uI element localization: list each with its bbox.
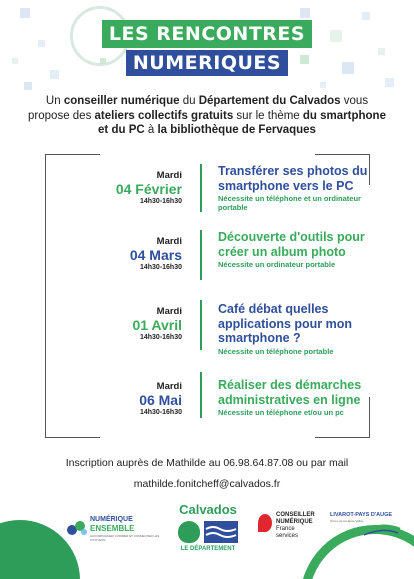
- intro-part: du: [179, 95, 199, 107]
- event-title: Café débat quelles applications pour mon smartphone ?: [218, 302, 353, 345]
- event-title: Découverte d'outils pour créer un album photo: [218, 230, 365, 259]
- event-time: 14h30-16h30: [139, 264, 182, 271]
- decorative-square: [24, 82, 32, 90]
- event-divider: [200, 300, 202, 350]
- logo-text: [276, 526, 298, 540]
- logo-text: ENSEMBLE: [90, 524, 135, 533]
- intro-part: vous propose des: [28, 95, 369, 122]
- event-info: [218, 164, 383, 212]
- intro-part: Un: [45, 95, 64, 107]
- event-date-value: 06 Mai: [139, 392, 182, 408]
- intro-text: [26, 94, 388, 138]
- event-info: [218, 230, 383, 269]
- event-time: 14h30-16h30: [139, 198, 182, 205]
- event-time: 14h30-16h30: [139, 334, 182, 341]
- event-divider: [200, 164, 202, 212]
- event-day: Mardi: [156, 381, 182, 392]
- event-date-value: 04 Mars: [129, 247, 182, 263]
- intro-part: sur le thème: [233, 109, 303, 122]
- event-date: [70, 306, 182, 341]
- logo-text: Terres de la Haute Vallée: [330, 519, 364, 523]
- logo-text-line: CONSEILLER: [276, 512, 315, 518]
- logo-text: [276, 512, 315, 526]
- frame-gap: [100, 152, 315, 156]
- numerique-ensemble-logo: [66, 514, 166, 544]
- logo-text: LE DÉPARTEMENT: [180, 546, 236, 552]
- event-day: Mardi: [156, 236, 182, 247]
- contact-email[interactable]: mathilde.fonitcheff@calvados.fr: [133, 478, 281, 490]
- intro-bold: la bibliothèque de Fervaques: [157, 124, 316, 136]
- logo-text: ACCOMPAGNER, FORMER ET CONNECTER LES CITOYENS: [90, 534, 160, 542]
- apple-icon: [178, 521, 200, 543]
- logo-text-line: France: [276, 526, 295, 532]
- event-time: 14h30-16h30: [139, 409, 182, 416]
- logo-text: NUMÉRIQUE: [90, 516, 133, 523]
- event-day: Mardi: [156, 306, 182, 317]
- event-requirement: Nécessite un ordinateur portable: [218, 260, 336, 269]
- event-divider: [200, 230, 202, 280]
- intro-bold: ateliers collectifs gratuits: [94, 109, 234, 122]
- intro-part: à: [144, 124, 158, 136]
- conseiller-numerique-logo: [258, 512, 328, 546]
- decorative-square: [362, 12, 370, 20]
- page-title: [0, 20, 414, 76]
- frame-gap: [100, 435, 315, 439]
- event-title: Transférer ses photos du smartphone vers le PC: [218, 164, 368, 193]
- event-date: [70, 170, 182, 205]
- title-line-2: NUMERIQUES: [126, 50, 288, 76]
- logo-text: Calvados: [179, 502, 237, 517]
- decorative-square: [320, 82, 326, 88]
- event-title: Réaliser des démarches administratives en ligne: [218, 378, 362, 407]
- event-date: [70, 381, 182, 416]
- logo-text-line: services: [276, 533, 299, 539]
- partner-logos: [0, 500, 414, 560]
- event-info: [218, 378, 383, 417]
- wave-icon: [204, 521, 238, 543]
- event-date-value: 04 Février: [115, 181, 182, 197]
- event-date-value: 01 Avril: [132, 317, 182, 333]
- event-info: [218, 302, 383, 356]
- intro-bold: du smartphone et du PC: [98, 109, 386, 136]
- title-line-1: LES RENCONTRES: [102, 20, 312, 48]
- event-divider: [200, 372, 202, 418]
- calvados-logo: [170, 502, 246, 578]
- location-pin-icon: [258, 514, 272, 532]
- logo-text-line: NUMÉRIQUE: [276, 519, 313, 525]
- event-requirement: Nécessite un téléphone et un ordinateur portable: [218, 194, 361, 212]
- swoosh-icon: [358, 523, 402, 537]
- event-requirement: Nécessite un téléphone portable: [218, 346, 334, 356]
- event-requirement: Nécessite un téléphone et/ou un pc: [218, 408, 344, 417]
- intro-bold: conseiller numérique: [63, 95, 180, 107]
- frame-gap: [46, 200, 50, 394]
- frame-gap: [366, 185, 371, 397]
- livarot-logo: [330, 512, 402, 546]
- numerique-ensemble-icon: [66, 518, 88, 538]
- logo-text: LIVAROT-PAYS D'AUGE: [330, 512, 393, 518]
- intro-bold: Département du Calvados: [198, 95, 341, 107]
- event-date: [70, 236, 182, 271]
- decorative-square: [20, 8, 30, 18]
- registration-text: Inscription auprès de Mathilde au 06.98.64.87.08 ou par mail: [65, 457, 349, 469]
- decorative-square: [385, 78, 394, 87]
- event-day: Mardi: [156, 170, 182, 181]
- decorative-square: [300, 8, 310, 18]
